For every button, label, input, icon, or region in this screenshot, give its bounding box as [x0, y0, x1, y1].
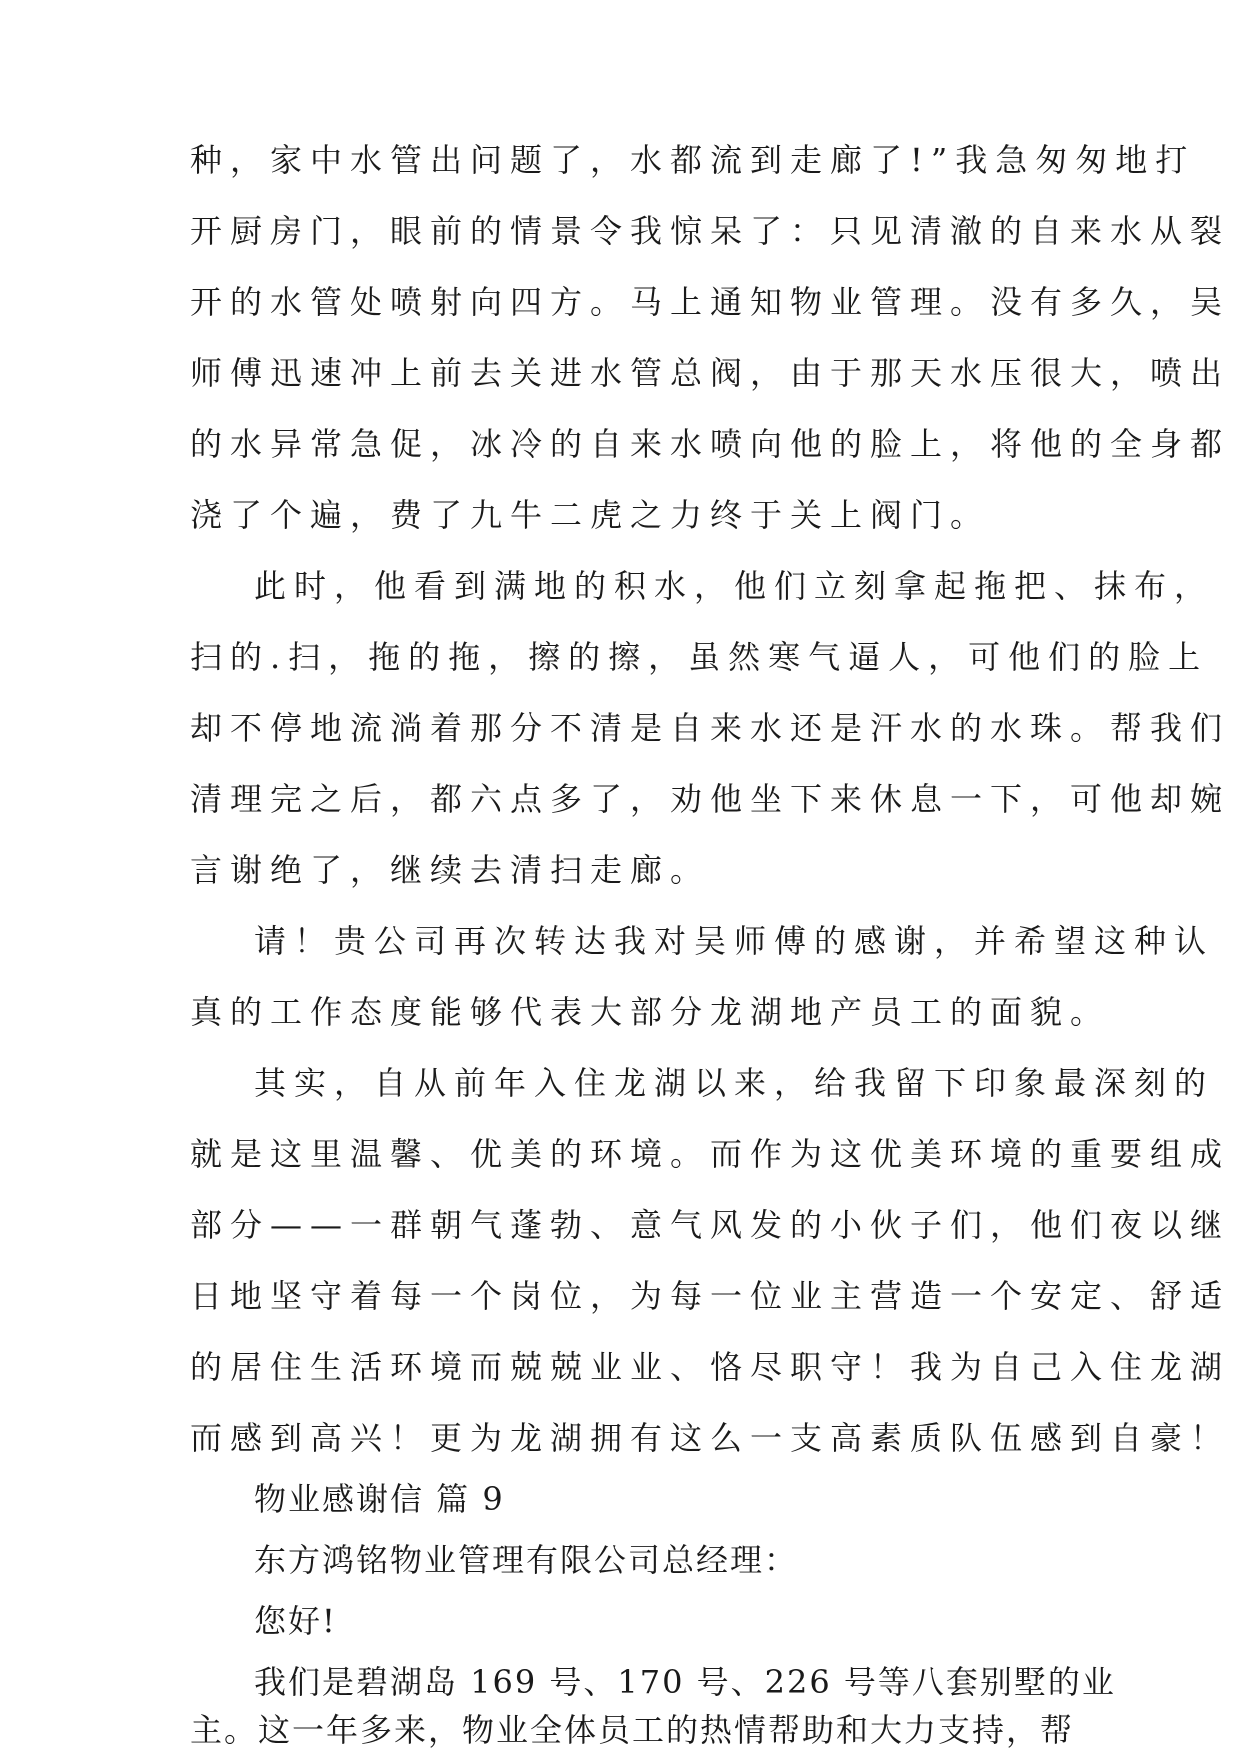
text-line: 主。这一年多来，物业全体员工的热情帮助和大力支持，帮	[190, 1711, 1075, 1749]
text-line: 却不停地流淌着那分不清是自来水还是汗水的水珠。帮我们	[190, 709, 1231, 747]
text-line: 就是这里温馨、优美的环境。而作为这优美环境的重要组成	[190, 1135, 1231, 1173]
text-line: 开厨房门，眼前的情景令我惊呆了：只见清澈的自来水从裂	[190, 212, 1231, 250]
text-line: 的居住生活环境而兢兢业业、恪尽职守！我为自己入住龙湖	[190, 1348, 1231, 1386]
text-line: 日地坚守着每一个岗位，为每一位业主营造一个安定、舒适	[190, 1277, 1231, 1315]
recipient-line: 东方鸿铭物业管理有限公司总经理：	[254, 1541, 799, 1579]
text-line: 其实，自从前年入住龙湖以来，给我留下印象最深刻的	[254, 1064, 1215, 1102]
section-heading: 物业感谢信 篇 9	[254, 1480, 505, 1518]
text-line: 浇了个遍，费了九牛二虎之力终于关上阀门。	[190, 496, 991, 534]
text-line: 开的水管处喷射向四方。马上通知物业管理。没有多久，吴	[190, 283, 1231, 321]
text-line: 师傅迅速冲上前去关进水管总阀，由于那天水压很大，喷出	[190, 354, 1231, 392]
text-line: 言谢绝了，继续去清扫走廊。	[190, 851, 711, 889]
text-line: 清理完之后，都六点多了，劝他坐下来休息一下，可他却婉	[190, 780, 1231, 818]
text-line: 真的工作态度能够代表大部分龙湖地产员工的面貌。	[190, 993, 1111, 1031]
text-line: 的水异常急促，冰冷的自来水喷向他的脸上，将他的全身都	[190, 425, 1231, 463]
text-line: 请！贵公司再次转达我对吴师傅的感谢，并希望这种认	[254, 922, 1215, 960]
text-line: 扫的.扫，拖的拖，擦的擦，虽然寒气逼人，可他们的脸上	[190, 638, 1209, 676]
text-line: 此时，他看到满地的积水，他们立刻拿起拖把、抹布，	[254, 567, 1215, 605]
greeting-line: 您好!	[254, 1602, 337, 1640]
text-line: 而感到高兴！更为龙湖拥有这么一支高素质队伍感到自豪！	[190, 1419, 1231, 1457]
text-line: 部分——一群朝气蓬勃、意气风发的小伙子们，他们夜以继	[190, 1206, 1231, 1244]
text-line: 我们是碧湖岛 169 号、170 号、226 号等八套别墅的业	[254, 1663, 1116, 1701]
text-line: 种，家中水管出问题了，水都流到走廊了!”我急匆匆地打	[190, 141, 1196, 179]
